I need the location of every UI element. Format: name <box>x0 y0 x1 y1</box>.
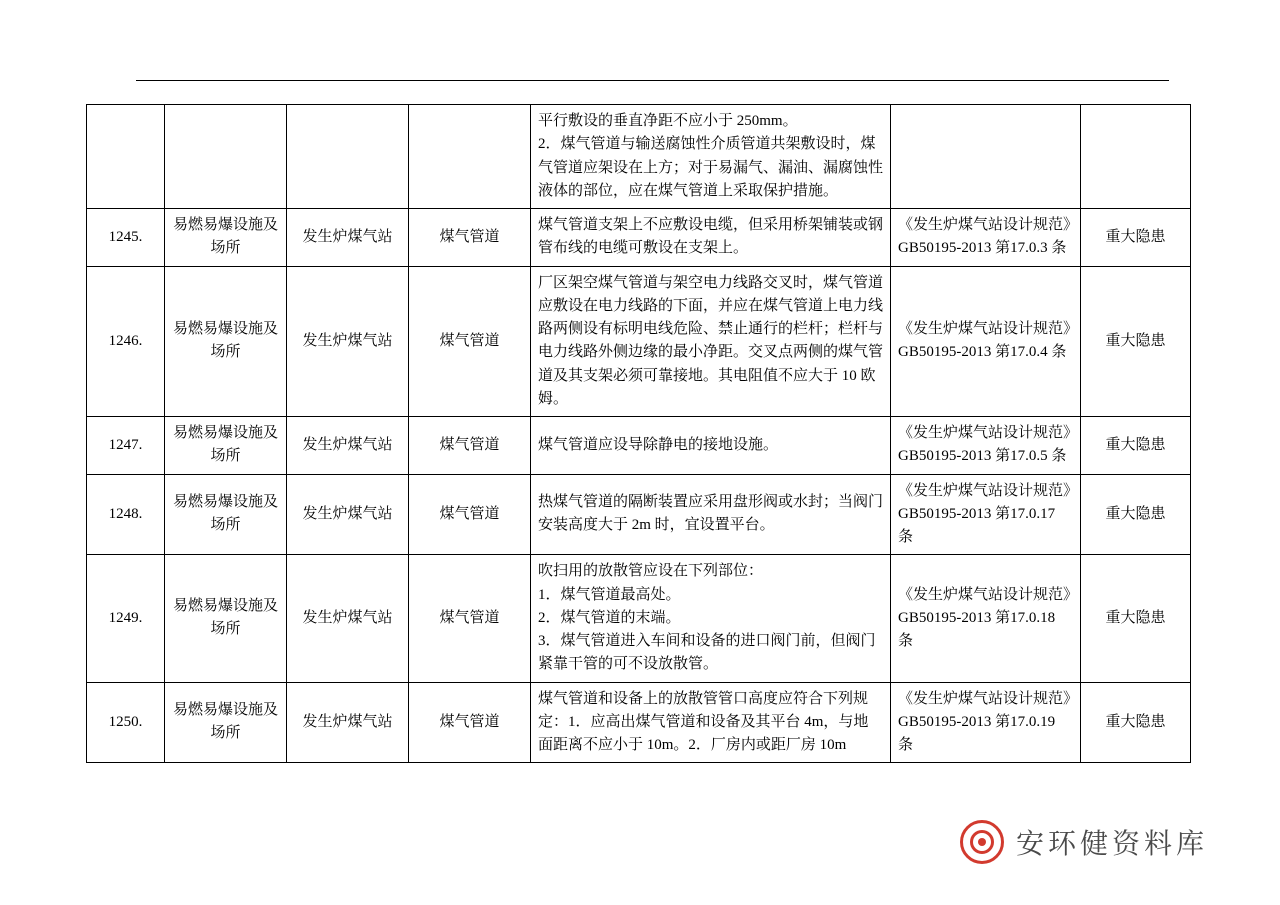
table-row <box>87 209 1191 267</box>
row-part: 煤气管道 <box>409 266 531 417</box>
row-description: 煤气管道和设备上的放散管管口高度应符合下列规定：1．应高出煤气管道和设备及其平台 4m，与地面距离不应小于 10m。2．厂房内或距厂房 10m <box>531 682 891 763</box>
row-category <box>165 105 287 209</box>
row-number: 1246. <box>87 266 165 417</box>
row-site: 发生炉煤气站 <box>287 266 409 417</box>
row-part: 煤气管道 <box>409 417 531 475</box>
row-category: 易燃易爆设施及场所 <box>165 682 287 763</box>
row-level: 重大隐患 <box>1081 417 1191 475</box>
row-part: 煤气管道 <box>409 682 531 763</box>
wechat-circle-icon <box>960 820 1004 864</box>
row-level: 重大隐患 <box>1081 209 1191 267</box>
row-site: 发生炉煤气站 <box>287 555 409 682</box>
row-level: 重大隐患 <box>1081 682 1191 763</box>
row-reference: 《发生炉煤气站设计规范》GB50195-2013 第17.0.19 条 <box>891 682 1081 763</box>
table-row <box>87 474 1191 555</box>
row-number <box>87 105 165 209</box>
row-reference: 《发生炉煤气站设计规范》GB50195-2013 第17.0.18 条 <box>891 555 1081 682</box>
row-part: 煤气管道 <box>409 555 531 682</box>
table-row <box>87 266 1191 417</box>
row-part <box>409 105 531 209</box>
row-number: 1245. <box>87 209 165 267</box>
row-site <box>287 105 409 209</box>
row-reference: 《发生炉煤气站设计规范》GB50195-2013 第17.0.4 条 <box>891 266 1081 417</box>
row-site: 发生炉煤气站 <box>287 682 409 763</box>
row-reference: 《发生炉煤气站设计规范》GB50195-2013 第17.0.5 条 <box>891 417 1081 475</box>
row-description: 热煤气管道的隔断装置应采用盘形阀或水封；当阀门安装高度大于 2m 时，宜设置平台。 <box>531 474 891 555</box>
row-number: 1249. <box>87 555 165 682</box>
row-site: 发生炉煤气站 <box>287 474 409 555</box>
brand-name: 安环健资料库 <box>1016 828 1209 859</box>
hazard-table <box>86 104 1191 763</box>
row-site: 发生炉煤气站 <box>287 209 409 267</box>
row-level: 重大隐患 <box>1081 555 1191 682</box>
row-reference <box>891 105 1081 209</box>
row-description: 吹扫用的放散管应设在下列部位： 1．煤气管道最高处。 2．煤气管道的末端。 3．煤气管道进入车间和设备的进口阀门前，但阀门紧靠干管的可不设放散管。 <box>531 555 891 682</box>
row-description: 煤气管道支架上不应敷设电缆，但采用桥架铺装或钢管布线的电缆可敷设在支架上。 <box>531 209 891 267</box>
row-site: 发生炉煤气站 <box>287 417 409 475</box>
row-description: 厂区架空煤气管道与架空电力线路交叉时，煤气管道应敷设在电力线路的下面，并应在煤气管道上电力线路两侧设有标明电线危险、禁止通行的栏杆；栏杆与电力线路外侧边缘的最小净距。交叉点两侧的煤气管道及其支架必须可靠接地。其电阻值不应大于 10 欧姆。 <box>531 266 891 417</box>
row-part: 煤气管道 <box>409 209 531 267</box>
row-reference: 《发生炉煤气站设计规范》GB50195-2013 第17.0.3 条 <box>891 209 1081 267</box>
row-category: 易燃易爆设施及场所 <box>165 266 287 417</box>
row-number: 1248. <box>87 474 165 555</box>
row-reference: 《发生炉煤气站设计规范》GB50195-2013 第17.0.17 条 <box>891 474 1081 555</box>
row-category: 易燃易爆设施及场所 <box>165 417 287 475</box>
header-rule <box>136 80 1169 81</box>
hazard-table-container <box>86 104 1190 763</box>
row-part: 煤气管道 <box>409 474 531 555</box>
row-category: 易燃易爆设施及场所 <box>165 209 287 267</box>
row-category: 易燃易爆设施及场所 <box>165 555 287 682</box>
row-number: 1247. <box>87 417 165 475</box>
table-body <box>87 105 1191 763</box>
table-row <box>87 105 1191 209</box>
table-row <box>87 417 1191 475</box>
row-description: 平行敷设的垂直净距不应小于 250mm。 2．煤气管道与输送腐蚀性介质管道共架敷设时，煤气管道应架设在上方；对于易漏气、漏油、漏腐蚀性液体的部位，应在煤气管道上采取保护措施。 <box>531 105 891 209</box>
table-row <box>87 555 1191 682</box>
row-number: 1250. <box>87 682 165 763</box>
row-category: 易燃易爆设施及场所 <box>165 474 287 555</box>
row-description: 煤气管道应设导除静电的接地设施。 <box>531 417 891 475</box>
row-level: 重大隐患 <box>1081 266 1191 417</box>
row-level <box>1081 105 1191 209</box>
row-level: 重大隐患 <box>1081 474 1191 555</box>
table-row <box>87 682 1191 763</box>
brand-watermark <box>960 820 1208 864</box>
